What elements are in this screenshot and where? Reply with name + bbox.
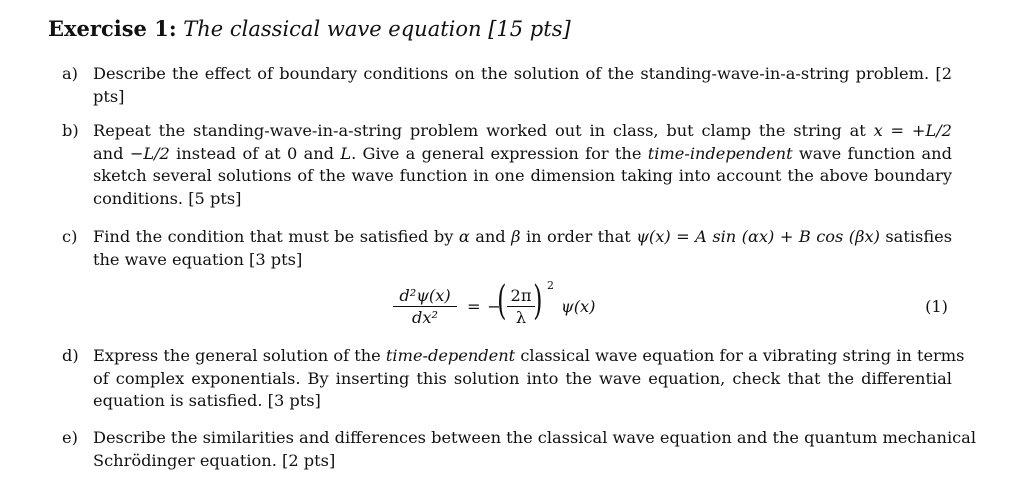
question-c-line-1-pre: Find the condition that must be satisfied by <box>93 227 454 246</box>
equation-number: (1) <box>925 297 948 316</box>
question-c-beta: β <box>511 227 521 246</box>
rhs-numerator: 2π <box>507 286 535 307</box>
question-b-line-1 <box>93 120 952 143</box>
question-a-label: a) <box>62 64 78 83</box>
question-d-line-2: of complex exponentials. By inserting this solution into the wave equation, check that the differential <box>93 368 952 388</box>
question-d-line-1-post: classical wave equation for a vibrating string in terms <box>520 346 965 365</box>
question-e-line-1: Describe the similarities and differences between the classical wave equation and the quantum mechanical <box>93 428 977 447</box>
question-c-alpha: α <box>458 227 470 246</box>
wave-equation <box>393 278 953 336</box>
rhs-psi: ψ(x) <box>561 297 596 316</box>
question-d-line-3: equation is satisfied. [3 pts] <box>93 391 321 410</box>
question-c-line-1-post: satisfies <box>885 227 953 246</box>
question-e-label: e) <box>62 428 78 447</box>
question-b-line-3: sketch several solutions of the wave function in one dimension taking into account the above boundary <box>93 166 952 185</box>
question-d <box>62 345 965 413</box>
lhs-denominator: dx² <box>412 308 438 327</box>
question-a-line-2: pts] <box>93 86 125 106</box>
question-b-line-2-mid: instead of at 0 and <box>176 143 335 163</box>
right-paren: ) <box>533 278 543 324</box>
question-c-psi-expression: ψ(x) = A sin (αx) + B cos (βx) <box>636 227 880 246</box>
question-d-emphasis: time-dependent <box>385 346 516 365</box>
question-b-line-2-pre: and <box>93 143 124 163</box>
question-c-line-2: the wave equation [3 pts] <box>93 249 303 269</box>
rhs-denominator: λ <box>515 308 527 327</box>
equals-sign: = <box>467 297 481 316</box>
question-d-label: d) <box>62 346 79 365</box>
rhs-fraction <box>507 286 535 327</box>
question-b-line-2 <box>93 143 952 166</box>
question-b-line-2-mid2: . Give a general expression for the <box>351 143 642 163</box>
minus-sign: − <box>487 297 501 316</box>
left-paren: ( <box>497 278 507 324</box>
question-b-line-1-text: Repeat the standing-wave-in-a-string problem worked out in class, but clamp the string at <box>93 121 866 140</box>
question-c-line-1-mid: in order that <box>525 227 631 246</box>
lhs-numerator: d²ψ(x) <box>393 286 457 307</box>
exercise-topic: The classical wave equation [15 pts] <box>183 17 571 41</box>
question-e-line-2: Schrödinger equation. [2 pts] <box>93 450 336 470</box>
exponent: 2 <box>547 279 554 292</box>
lhs-fraction <box>393 286 457 327</box>
question-d-line-1 <box>93 345 965 368</box>
exercise-label: Exercise 1: <box>48 16 177 41</box>
question-a <box>62 63 952 108</box>
question-c <box>62 226 952 271</box>
question-b-math-x: x = +L/2 <box>873 121 952 140</box>
exercise-title <box>48 16 571 41</box>
question-c-and: and <box>475 227 506 246</box>
question-a-line-1: Describe the effect of boundary conditions on the solution of the standing-wave-in-a-string problem. [2 <box>93 64 952 83</box>
question-c-label: c) <box>62 227 78 246</box>
question-b <box>62 120 952 210</box>
question-b-line-4: conditions. [5 pts] <box>93 188 242 208</box>
question-b-emphasis: time-independent <box>647 143 793 163</box>
question-b-math-l: L <box>340 143 352 163</box>
question-c-line-1 <box>93 226 952 249</box>
question-b-math-neg-l: −L/2 <box>129 143 170 163</box>
question-d-line-1-pre: Express the general solution of the <box>93 346 381 365</box>
question-b-line-2-post: wave function and <box>798 143 952 163</box>
question-e <box>62 427 977 472</box>
question-b-label: b) <box>62 121 79 140</box>
